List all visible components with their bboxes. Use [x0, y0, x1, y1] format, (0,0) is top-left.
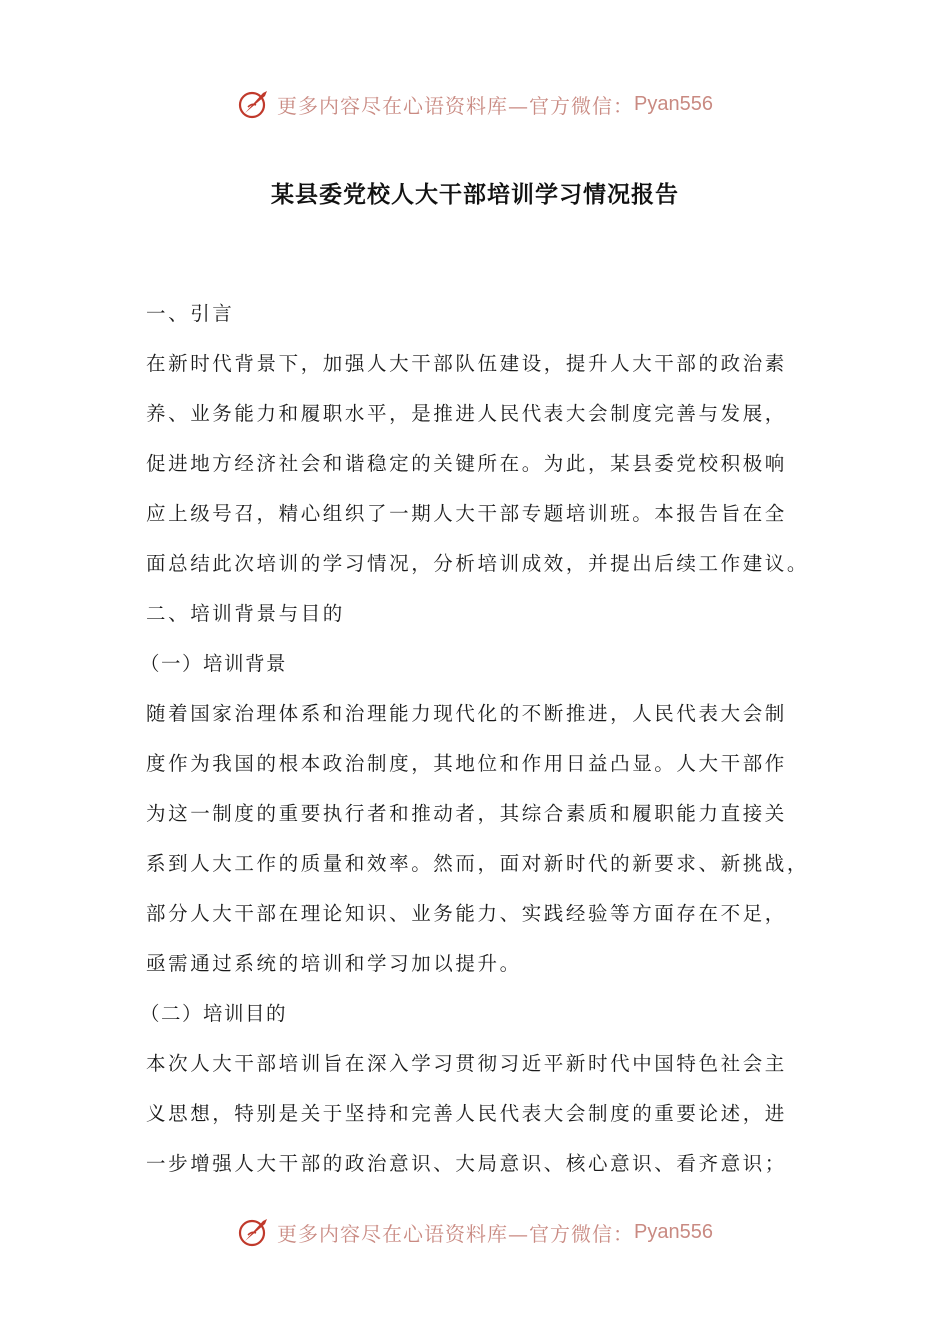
section-heading-intro: 一、引言: [146, 302, 235, 325]
body-line: 应上级号召，精心组织了一期人大干部专题培训班。本报告旨在全: [146, 502, 787, 525]
body-line: 养、业务能力和履职水平，是推进人民代表大会制度完善与发展，: [146, 402, 787, 425]
watermark-header: [0, 84, 950, 124]
body-line: 促进地方经济社会和谐稳定的关键所在。为此，某县委党校积极响: [146, 452, 787, 475]
body-line: 面总结此次培训的学习情况，分析培训成效，并提出后续工作建议。: [146, 552, 810, 575]
watermark-wechat-id: Pyan556: [634, 92, 713, 115]
body-line: 本次人大干部培训旨在深入学习贯彻习近平新时代中国特色社会主: [146, 1052, 787, 1075]
body-line: 在新时代背景下，加强人大干部队伍建设，提升人大干部的政治素: [146, 352, 787, 375]
section-heading-background-purpose: 二、培训背景与目的: [146, 602, 345, 625]
watermark-text: 更多内容尽在心语资料库—官方微信：: [277, 93, 635, 118]
subsection-heading-purpose: （二）培训目的: [140, 1002, 288, 1025]
body-line: 一步增强人大干部的政治意识、大局意识、核心意识、看齐意识；: [146, 1152, 787, 1175]
body-line: 部分人大干部在理论知识、业务能力、实践经验等方面存在不足，: [146, 902, 787, 925]
document-title: 某县委党校人大干部培训学习情况报告: [271, 181, 679, 208]
document-body: [140, 296, 826, 1196]
body-line: 义思想，特别是关于坚持和完善人民代表大会制度的重要论述，进: [146, 1102, 787, 1125]
body-line: 系到人大工作的质量和效率。然而，面对新时代的新要求、新挑战，: [146, 852, 810, 875]
watermark-text: 更多内容尽在心语资料库—官方微信：: [277, 1221, 635, 1246]
body-line: 亟需通过系统的培训和学习加以提升。: [146, 952, 522, 975]
watermark-footer: [0, 1212, 950, 1252]
quill-logo-icon: [237, 1215, 271, 1249]
body-line: 为这一制度的重要执行者和推动者，其综合素质和履职能力直接关: [146, 802, 787, 825]
watermark-wechat-id: Pyan556: [634, 1220, 713, 1243]
subsection-heading-background: （一）培训背景: [140, 652, 288, 675]
body-line: 度作为我国的根本政治制度，其地位和作用日益凸显。人大干部作: [146, 752, 787, 775]
quill-logo-icon: [237, 87, 271, 121]
body-line: 随着国家治理体系和治理能力现代化的不断推进，人民代表大会制: [146, 702, 787, 725]
